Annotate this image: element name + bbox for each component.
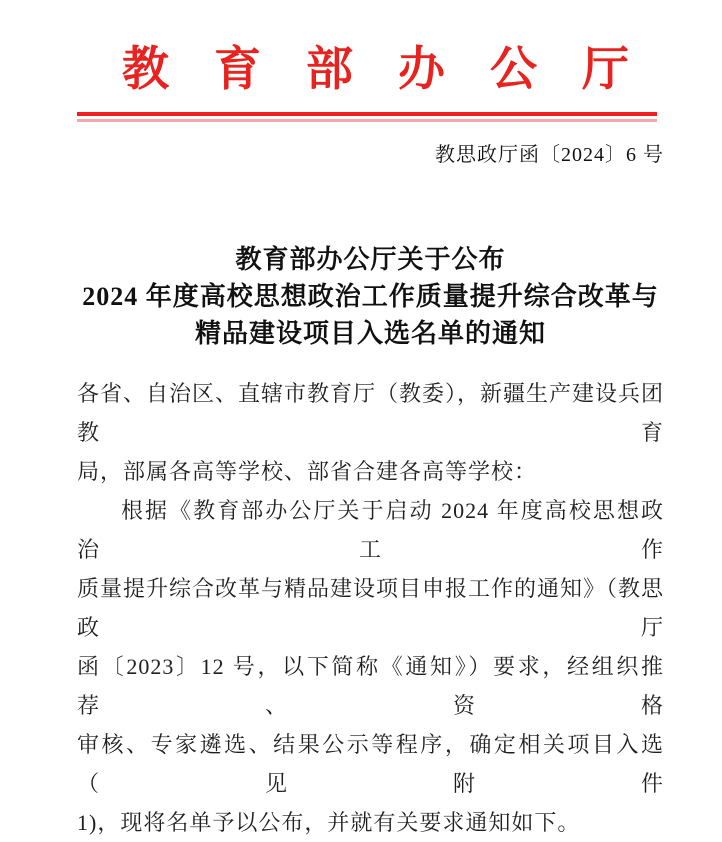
document-content <box>0 44 722 842</box>
document-title <box>77 241 664 352</box>
document-page <box>0 44 722 835</box>
body-paragraph-line: 根据《教育部办公厅关于启动 2024 年度高校思想政治工作 <box>77 498 664 562</box>
salutation-line: 各省、自治区、直辖市教育厅（教委），新疆生产建设兵团教育 <box>77 381 665 445</box>
document-title-line: 精品建设项目入选名单的通知 <box>194 319 546 348</box>
body-paragraph-line: 函〔2023〕12 号，以下简称《通知》）要求，经组织推荐、资格 <box>77 654 664 718</box>
document-title-line: 教育部办公厅关于公布 <box>235 245 506 274</box>
red-separator-rule-thin <box>77 119 657 122</box>
red-separator-rule-thick <box>77 112 657 116</box>
document-reference-number: 教思政厅函〔2024〕6 号 <box>435 144 664 166</box>
letterhead-agency-name: 教育部办公厅 <box>122 44 674 96</box>
body-paragraph-line: 1)，现将名单予以公布，并就有关要求通知如下。 <box>77 810 581 835</box>
salutation-line: 局，部属各高等学校、部省合建各高等学校： <box>77 459 538 484</box>
body-paragraph-line: 质量提升综合改革与精品建设项目申报工作的通知》（教思政厅 <box>77 576 665 640</box>
document-body <box>77 374 664 842</box>
document-title-line: 2024 年度高校思想政治工作质量提升综合改革与 <box>82 282 659 311</box>
body-paragraph-line: 审核、专家遴选、结果公示等程序，确定相关项目入选（见附件 <box>77 732 664 796</box>
